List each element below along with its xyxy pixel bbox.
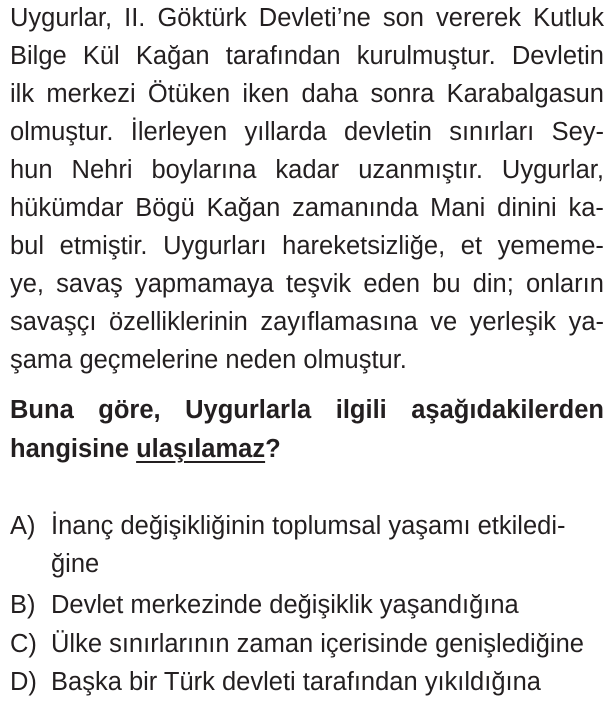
word: daha: [301, 80, 359, 108]
word: yememe-: [497, 232, 604, 260]
word: Uygurları: [163, 232, 267, 260]
word: yapmamaya: [134, 270, 274, 298]
option-b[interactable]: [10, 593, 519, 619]
question-mark: ?: [265, 435, 281, 463]
word: Uygurlar,: [501, 156, 604, 184]
word: zayıflamasına: [260, 308, 418, 336]
word: eden: [363, 270, 421, 298]
word: Bögü: [135, 194, 195, 222]
word: tarafından: [225, 42, 341, 70]
word: hükümdar: [10, 194, 124, 222]
word: özelliklerinin: [108, 308, 248, 336]
word: Nehri: [71, 156, 133, 184]
word: Mani: [430, 194, 486, 222]
word: ya-: [568, 308, 604, 336]
passage-line: [10, 6, 604, 32]
word: yerleşik: [469, 308, 557, 336]
word: olmuştur.: [10, 118, 114, 146]
passage-line: [10, 272, 604, 298]
option-text: İnanç değişikliğinin toplumsal yaşamı etkiledi-: [51, 512, 566, 540]
option-a-continuation: ğine: [51, 550, 100, 578]
word: ilk: [10, 80, 35, 108]
option-text: Başka bir Türk devleti tarafından yıkıldığına: [51, 668, 541, 696]
word: iken: [242, 80, 290, 108]
passage-line: [10, 82, 604, 108]
word: ka-: [568, 194, 604, 222]
question-line: [10, 398, 604, 424]
word: göre,: [98, 396, 161, 424]
word: Kağan: [206, 194, 281, 222]
word: II.: [124, 4, 146, 32]
passage-line: [10, 44, 604, 70]
word: aşağıdakilerden: [411, 396, 604, 424]
word: merkezi: [46, 80, 136, 108]
word: sonra: [370, 80, 435, 108]
passage-line: şama geçmelerine neden olmuştur.: [10, 346, 407, 374]
word: Kutluk: [533, 4, 604, 32]
word: Bilge: [10, 42, 67, 70]
question-text: hangisine: [10, 435, 137, 463]
word: savaş: [56, 270, 123, 298]
word: Uygurlar,: [10, 4, 113, 32]
word: devletin: [344, 118, 432, 146]
option-letter: D): [10, 668, 37, 696]
word: İlerleyen: [130, 118, 228, 146]
word: Göktürk: [157, 4, 247, 32]
word: bul: [10, 232, 45, 260]
word: dinini: [497, 194, 557, 222]
word: yıllarda: [244, 118, 327, 146]
word: son: [382, 4, 424, 32]
option-letter: B): [10, 591, 36, 619]
word: onların: [525, 270, 604, 298]
passage-line: [10, 234, 604, 260]
option-d[interactable]: [10, 670, 541, 696]
word: Uygurlarla: [185, 396, 312, 424]
word: Kağan: [135, 42, 210, 70]
passage-line: [10, 120, 604, 146]
word: din;: [472, 270, 514, 298]
option-text: Ülke sınırlarının zaman içerisinde genişlediğine: [51, 630, 584, 658]
word: vererek: [436, 4, 522, 32]
word: kurulmuştur.: [356, 42, 496, 70]
passage-line: [10, 158, 604, 184]
word: ve: [430, 308, 458, 336]
option-a[interactable]: [10, 514, 566, 540]
word: Buna: [10, 396, 74, 424]
word: Ötüken: [147, 80, 231, 108]
question-line: [10, 437, 281, 463]
word: et: [460, 232, 483, 260]
passage-line: [10, 196, 604, 222]
question-keyword: ulaşılamaz: [136, 435, 266, 463]
word: hun: [10, 156, 53, 184]
word: zamanında: [292, 194, 419, 222]
word: teşvik: [285, 270, 352, 298]
word: savaşçı: [10, 308, 97, 336]
word: ilgili: [335, 396, 387, 424]
word: Sey-: [551, 118, 604, 146]
word: Devleti’ne: [258, 4, 371, 32]
word: bu: [432, 270, 461, 298]
option-letter: A): [10, 512, 36, 540]
option-text: Devlet merkezinde değişiklik yaşandığına: [51, 591, 519, 619]
word: hareketsizliğe,: [282, 232, 446, 260]
option-c[interactable]: [10, 632, 584, 658]
passage-line: [10, 310, 604, 336]
word: Kül: [82, 42, 120, 70]
word: sınırları: [449, 118, 535, 146]
word: boylarına: [151, 156, 257, 184]
word: kadar: [275, 156, 340, 184]
word: etmiştir.: [59, 232, 148, 260]
option-letter: C): [10, 630, 37, 658]
word: uzanmıştır.: [358, 156, 483, 184]
word: Karabalgasun: [446, 80, 604, 108]
word: ye,: [10, 270, 45, 298]
word: Devletin: [511, 42, 604, 70]
